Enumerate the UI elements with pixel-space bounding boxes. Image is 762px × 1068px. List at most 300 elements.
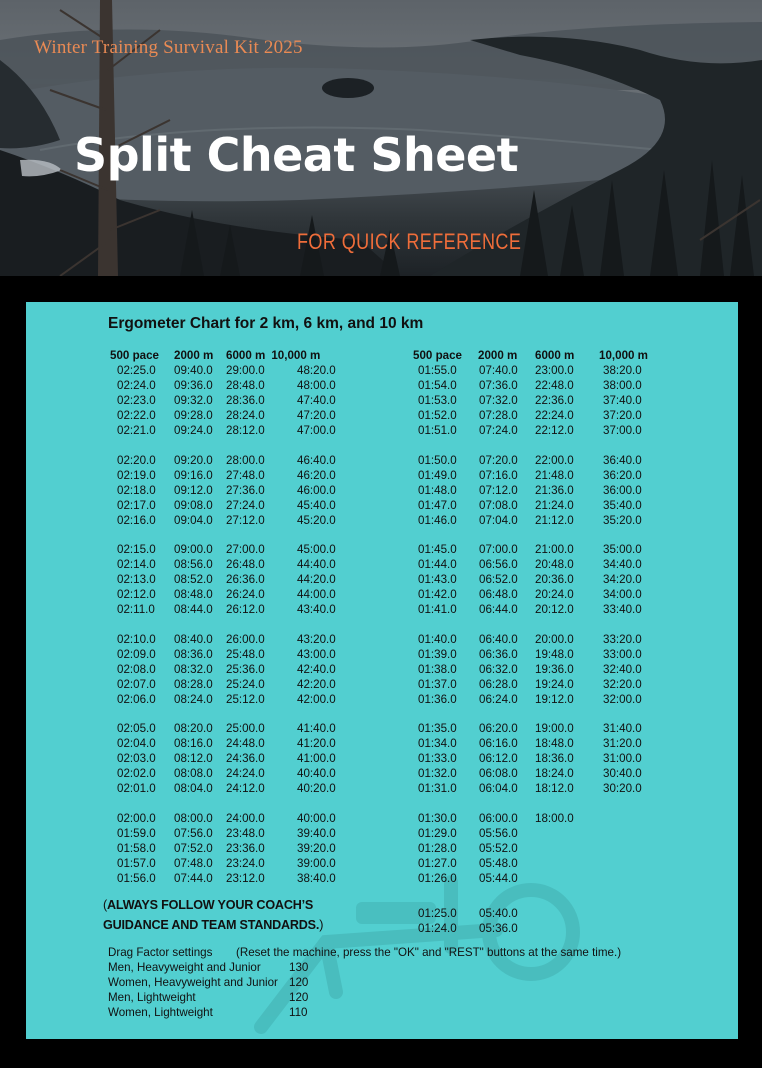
- column-header: 2000 m: [174, 349, 214, 362]
- table-cell: 01:30.0: [418, 811, 457, 825]
- table-cell: 33:40.0: [603, 603, 642, 617]
- table-cell: 23:48.0: [226, 826, 265, 840]
- drag-row-value: 110: [289, 1006, 308, 1019]
- table-cell: 35:00.0: [603, 543, 642, 557]
- table-row: [413, 721, 651, 736]
- column-header: 500 pace: [413, 349, 462, 362]
- table-row: [110, 647, 346, 662]
- table-cell: 01:26.0: [418, 871, 457, 885]
- table-cell: 08:48.0: [174, 588, 213, 602]
- table-cell: 28:00.0: [226, 453, 265, 467]
- table-cell: 28:12.0: [226, 424, 265, 437]
- table-cell: 27:00.0: [226, 543, 265, 557]
- table-cell: 01:58.0: [117, 841, 156, 855]
- table-row: [110, 378, 346, 393]
- drag-row: [108, 990, 621, 1005]
- table-row: [413, 542, 651, 557]
- table-cell: 21:00.0: [535, 543, 574, 557]
- table-cell: 07:40.0: [479, 364, 518, 377]
- table-row: [110, 542, 346, 557]
- table-cell: 18:00.0: [535, 811, 574, 825]
- table-row: [413, 662, 651, 677]
- drag-row-value: 130: [289, 961, 309, 974]
- column-header: 2000 m: [478, 349, 518, 362]
- table-cell: 06:12.0: [479, 752, 518, 766]
- table-cell: 22:48.0: [535, 379, 574, 392]
- drag-row-label: Women, Heavyweight and Junior: [108, 976, 278, 989]
- split-table-left: [110, 348, 346, 886]
- table-cell: 08:44.0: [174, 603, 213, 617]
- table-header: [413, 348, 651, 363]
- table-cell: 27:12.0: [226, 513, 265, 527]
- table-cell: 06:08.0: [479, 767, 518, 781]
- table-cell: 07:56.0: [174, 826, 213, 840]
- table-cell: 01:24.0: [418, 921, 457, 935]
- table-row: [413, 781, 651, 796]
- table-cell: 36:20.0: [603, 468, 642, 482]
- table-cell: 07:52.0: [174, 841, 213, 855]
- table-row: [413, 557, 651, 572]
- table-cell: 26:00.0: [226, 632, 265, 646]
- drag-row: [108, 975, 621, 990]
- drag-row-label: Men, Heavyweight and Junior: [108, 961, 261, 974]
- table-cell: 05:52.0: [479, 841, 518, 855]
- table-row: [413, 921, 651, 936]
- table-cell: 08:56.0: [174, 558, 213, 572]
- table-row: [413, 871, 651, 886]
- table-row: [413, 363, 651, 378]
- table-cell: 02:22.0: [117, 409, 156, 422]
- table-cell: 21:48.0: [535, 468, 574, 482]
- table-cell: 09:08.0: [174, 498, 213, 512]
- table-cell: 24:24.0: [226, 767, 265, 781]
- table-cell: 35:40.0: [603, 498, 642, 512]
- table-cell: 25:36.0: [226, 662, 265, 676]
- table-cell: 26:24.0: [226, 588, 265, 602]
- table-cell: 07:48.0: [174, 856, 213, 870]
- table-row: [413, 856, 651, 871]
- table-cell: 01:57.0: [117, 856, 156, 870]
- note-line-2: GUIDANCE AND TEAM STANDARDS.: [103, 918, 320, 932]
- table-row: [413, 408, 651, 423]
- table-cell: 19:36.0: [535, 662, 574, 676]
- table-cell: 20:12.0: [535, 603, 574, 617]
- table-row: [413, 826, 651, 841]
- table-cell: 07:20.0: [479, 453, 518, 467]
- table-cell: 07:28.0: [479, 409, 518, 422]
- table-cell: 38:20.0: [603, 364, 642, 377]
- table-cell: 01:31.0: [418, 782, 457, 796]
- table-cell: 07:36.0: [479, 379, 518, 392]
- table-row: [110, 766, 346, 781]
- table-cell: 43:00.0: [297, 647, 336, 661]
- table-cell: 09:16.0: [174, 468, 213, 482]
- table-cell: 41:00.0: [297, 752, 336, 766]
- table-cell: 20:00.0: [535, 632, 574, 646]
- table-cell: 31:20.0: [603, 737, 642, 751]
- table-cell: 06:52.0: [479, 573, 518, 587]
- table-cell: 44:00.0: [297, 588, 336, 602]
- table-cell: 01:42.0: [418, 588, 457, 602]
- table-cell: 09:00.0: [174, 543, 213, 557]
- table-cell: 08:12.0: [174, 752, 213, 766]
- table-cell: 08:36.0: [174, 647, 213, 661]
- table-cell: 23:12.0: [226, 871, 265, 885]
- drag-row-label: Women, Lightweight: [108, 1006, 213, 1019]
- table-cell: 46:00.0: [297, 483, 336, 497]
- table-row: [413, 647, 651, 662]
- table-cell: 08:24.0: [174, 692, 213, 706]
- table-header: [110, 348, 346, 363]
- table-cell: 01:46.0: [418, 513, 457, 527]
- table-row: [110, 468, 346, 483]
- erg-chart-panel: [26, 302, 738, 1039]
- table-cell: 31:40.0: [603, 722, 642, 736]
- table-row: [413, 751, 651, 766]
- table-cell: 01:59.0: [117, 826, 156, 840]
- table-cell: 06:16.0: [479, 737, 518, 751]
- table-cell: 19:24.0: [535, 677, 574, 691]
- table-cell: 09:12.0: [174, 483, 213, 497]
- table-cell: 01:25.0: [418, 906, 457, 920]
- table-cell: 18:24.0: [535, 767, 574, 781]
- drag-row: [108, 960, 621, 975]
- table-cell: 09:20.0: [174, 453, 213, 467]
- table-cell: 02:12.0: [117, 588, 156, 602]
- table-row: [413, 572, 651, 587]
- table-cell: 41:20.0: [297, 737, 336, 751]
- table-cell: 09:04.0: [174, 513, 213, 527]
- table-row: [110, 423, 346, 438]
- table-cell: 19:12.0: [535, 692, 574, 706]
- table-row: [110, 408, 346, 423]
- table-cell: 47:40.0: [297, 394, 336, 407]
- table-row: [110, 751, 346, 766]
- table-cell: 01:47.0: [418, 498, 457, 512]
- table-row: [110, 632, 346, 647]
- column-header: 10,000 m: [599, 349, 648, 362]
- table-cell: 41:40.0: [297, 722, 336, 736]
- table-cell: 01:29.0: [418, 826, 457, 840]
- table-row: [110, 513, 346, 528]
- table-cell: 19:00.0: [535, 722, 574, 736]
- note-line-1: ALWAYS FOLLOW YOUR COACH’S: [107, 898, 314, 912]
- table-cell: 43:40.0: [297, 603, 336, 617]
- table-cell: 09:40.0: [174, 364, 213, 377]
- table-cell: 37:00.0: [603, 424, 642, 437]
- table-cell: 20:24.0: [535, 588, 574, 602]
- drag-row-label: Men, Lightweight: [108, 991, 196, 1004]
- table-cell: 26:12.0: [226, 603, 265, 617]
- table-row: [110, 677, 346, 692]
- table-cell: 01:51.0: [418, 424, 457, 437]
- table-cell: 07:12.0: [479, 483, 518, 497]
- hero-banner: [0, 0, 762, 276]
- table-cell: 39:00.0: [297, 856, 336, 870]
- table-cell: 48:20.0: [297, 364, 336, 377]
- table-cell: 23:36.0: [226, 841, 265, 855]
- table-row: [413, 632, 651, 647]
- table-cell: 07:24.0: [479, 424, 518, 437]
- table-cell: 43:20.0: [297, 632, 336, 646]
- table-cell: 01:36.0: [418, 692, 457, 706]
- table-cell: 01:40.0: [418, 632, 457, 646]
- table-row: [110, 498, 346, 513]
- table-cell: 35:20.0: [603, 513, 642, 527]
- table-cell: 28:36.0: [226, 394, 265, 407]
- table-row: [110, 393, 346, 408]
- table-cell: 07:04.0: [479, 513, 518, 527]
- table-cell: 02:09.0: [117, 647, 156, 661]
- table-cell: 01:44.0: [418, 558, 457, 572]
- table-cell: 23:24.0: [226, 856, 265, 870]
- table-cell: 01:50.0: [418, 453, 457, 467]
- table-cell: 27:24.0: [226, 498, 265, 512]
- table-row: [413, 498, 651, 513]
- table-cell: 01:33.0: [418, 752, 457, 766]
- table-row: [413, 393, 651, 408]
- table-cell: 01:45.0: [418, 543, 457, 557]
- table-cell: 02:21.0: [117, 424, 156, 437]
- table-row: [110, 811, 346, 826]
- table-row: [110, 602, 346, 617]
- table-cell: 08:28.0: [174, 677, 213, 691]
- table-cell: 25:24.0: [226, 677, 265, 691]
- table-cell: 27:48.0: [226, 468, 265, 482]
- column-header: 6000 m: [535, 349, 575, 362]
- table-cell: 01:43.0: [418, 573, 457, 587]
- table-cell: 44:40.0: [297, 558, 336, 572]
- table-cell: 07:32.0: [479, 394, 518, 407]
- table-cell: 09:24.0: [174, 424, 213, 437]
- table-row: [110, 662, 346, 677]
- table-cell: 46:40.0: [297, 453, 336, 467]
- table-cell: 02:19.0: [117, 468, 156, 482]
- split-table-right: [413, 348, 651, 936]
- table-row: [413, 423, 651, 438]
- table-cell: 06:44.0: [479, 603, 518, 617]
- table-row: [110, 483, 346, 498]
- table-cell: 02:24.0: [117, 379, 156, 392]
- table-cell: 02:04.0: [117, 737, 156, 751]
- table-cell: 40:00.0: [297, 811, 336, 825]
- table-cell: 19:48.0: [535, 647, 574, 661]
- table-row: [110, 736, 346, 751]
- table-row: [110, 856, 346, 871]
- table-cell: 37:40.0: [603, 394, 642, 407]
- drag-header: [108, 945, 621, 960]
- table-cell: 01:53.0: [418, 394, 457, 407]
- table-cell: 02:03.0: [117, 752, 156, 766]
- column-header: 10,000 m: [271, 349, 321, 362]
- table-cell: 02:17.0: [117, 498, 156, 512]
- table-cell: 25:48.0: [226, 647, 265, 661]
- table-cell: 06:28.0: [479, 677, 518, 691]
- table-row: [110, 871, 346, 886]
- table-cell: 07:08.0: [479, 498, 518, 512]
- table-cell: 20:48.0: [535, 558, 574, 572]
- table-cell: 45:20.0: [297, 513, 336, 527]
- table-cell: 02:16.0: [117, 513, 156, 527]
- page-subtitle: FOR QUICK REFERENCE: [297, 229, 522, 254]
- table-row: [413, 602, 651, 617]
- table-cell: 02:05.0: [117, 722, 156, 736]
- table-row: [413, 378, 651, 393]
- table-row: [413, 692, 651, 707]
- table-cell: 02:01.0: [117, 782, 156, 796]
- table-cell: 38:00.0: [603, 379, 642, 392]
- table-cell: 02:02.0: [117, 767, 156, 781]
- table-cell: 01:28.0: [418, 841, 457, 855]
- table-cell: 06:32.0: [479, 662, 518, 676]
- table-cell: 46:20.0: [297, 468, 336, 482]
- column-header: 6000 m: [226, 349, 266, 362]
- table-cell: 05:36.0: [479, 921, 518, 935]
- drag-title: Drag Factor settings: [108, 946, 213, 959]
- table-cell: 09:32.0: [174, 394, 213, 407]
- table-cell: 36:00.0: [603, 483, 642, 497]
- table-cell: 06:20.0: [479, 722, 518, 736]
- drag-row-value: 120: [289, 991, 309, 1004]
- table-cell: 28:24.0: [226, 409, 265, 422]
- table-cell: 26:48.0: [226, 558, 265, 572]
- table-cell: 09:28.0: [174, 409, 213, 422]
- table-row: [413, 677, 651, 692]
- drag-factor-settings: [108, 945, 621, 1020]
- table-cell: 07:16.0: [479, 468, 518, 482]
- table-cell: 45:40.0: [297, 498, 336, 512]
- table-row: [413, 453, 651, 468]
- table-cell: 06:56.0: [479, 558, 518, 572]
- table-cell: 30:40.0: [603, 767, 642, 781]
- table-cell: 06:48.0: [479, 588, 518, 602]
- table-cell: 24:36.0: [226, 752, 265, 766]
- table-cell: 34:40.0: [603, 558, 642, 572]
- table-row: [110, 841, 346, 856]
- table-cell: 42:20.0: [297, 677, 336, 691]
- table-cell: 02:07.0: [117, 677, 156, 691]
- table-row: [110, 781, 346, 796]
- table-cell: 18:48.0: [535, 737, 574, 751]
- table-cell: 42:40.0: [297, 662, 336, 676]
- table-cell: 02:11.0: [117, 603, 155, 617]
- table-cell: 22:00.0: [535, 453, 574, 467]
- table-cell: 02:15.0: [117, 543, 156, 557]
- table-cell: 28:48.0: [226, 379, 265, 392]
- drag-row: [108, 1005, 621, 1020]
- table-cell: 06:40.0: [479, 632, 518, 646]
- table-cell: 24:12.0: [226, 782, 265, 796]
- table-cell: 40:20.0: [297, 782, 336, 796]
- table-cell: 01:48.0: [418, 483, 457, 497]
- table-cell: 02:20.0: [117, 453, 156, 467]
- table-cell: 05:44.0: [479, 871, 518, 885]
- table-cell: 34:00.0: [603, 588, 642, 602]
- table-cell: 33:00.0: [603, 647, 642, 661]
- table-cell: 21:36.0: [535, 483, 574, 497]
- table-cell: 02:00.0: [117, 811, 156, 825]
- table-cell: 01:56.0: [117, 871, 156, 885]
- table-cell: 08:00.0: [174, 811, 213, 825]
- kit-label: Winter Training Survival Kit 2025: [34, 37, 303, 58]
- table-cell: 02:14.0: [117, 558, 156, 572]
- page-title: Split Cheat Sheet: [74, 128, 519, 182]
- coach-guidance-note: [103, 895, 323, 935]
- table-cell: 02:18.0: [117, 483, 156, 497]
- table-cell: 01:37.0: [418, 677, 457, 691]
- table-cell: 22:36.0: [535, 394, 574, 407]
- table-cell: 32:00.0: [603, 692, 642, 706]
- table-row: [413, 906, 651, 921]
- note-open-paren: (: [103, 898, 107, 912]
- table-cell: 01:55.0: [418, 364, 457, 377]
- table-cell: 31:00.0: [603, 752, 642, 766]
- table-row: [110, 587, 346, 602]
- table-row: [110, 826, 346, 841]
- table-cell: 08:40.0: [174, 632, 213, 646]
- table-row: [413, 468, 651, 483]
- table-cell: 06:36.0: [479, 647, 518, 661]
- table-cell: 01:52.0: [418, 409, 457, 422]
- table-cell: 02:25.0: [117, 364, 156, 377]
- table-cell: 18:36.0: [535, 752, 574, 766]
- table-cell: 01:32.0: [418, 767, 457, 781]
- drag-instruction: (Reset the machine, press the "OK" and "REST" buttons at the same time.): [236, 946, 622, 959]
- table-cell: 22:12.0: [535, 424, 574, 437]
- table-row: [413, 736, 651, 751]
- table-cell: 06:24.0: [479, 692, 518, 706]
- table-cell: 02:23.0: [117, 394, 156, 407]
- table-cell: 45:00.0: [297, 543, 336, 557]
- table-cell: 24:48.0: [226, 737, 265, 751]
- table-row: [413, 587, 651, 602]
- table-row: [413, 513, 651, 528]
- table-cell: 08:20.0: [174, 722, 213, 736]
- table-cell: 18:12.0: [535, 782, 574, 796]
- table-cell: 07:00.0: [479, 543, 518, 557]
- table-row: [413, 766, 651, 781]
- table-row: [110, 692, 346, 707]
- table-cell: 01:54.0: [418, 379, 457, 392]
- table-cell: 33:20.0: [603, 632, 642, 646]
- table-cell: 01:35.0: [418, 722, 457, 736]
- table-cell: 02:08.0: [117, 662, 156, 676]
- table-cell: 42:00.0: [297, 692, 336, 706]
- table-cell: 40:40.0: [297, 767, 336, 781]
- note-close-paren: ): [319, 918, 324, 932]
- table-cell: 06:04.0: [479, 782, 518, 796]
- table-row: [110, 363, 346, 378]
- table-cell: 02:13.0: [117, 573, 156, 587]
- drag-row-value: 120: [289, 976, 309, 989]
- table-cell: 20:36.0: [535, 573, 574, 587]
- table-cell: 09:36.0: [174, 379, 213, 392]
- table-cell: 47:00.0: [297, 424, 336, 437]
- table-cell: 08:32.0: [174, 662, 213, 676]
- table-cell: 08:52.0: [174, 573, 213, 587]
- table-cell: 06:00.0: [479, 811, 518, 825]
- table-row: [110, 721, 346, 736]
- table-row: [110, 557, 346, 572]
- column-header: 500 pace: [110, 349, 159, 362]
- table-cell: 01:41.0: [418, 603, 457, 617]
- table-cell: 27:36.0: [226, 483, 265, 497]
- table-cell: 05:56.0: [479, 826, 518, 840]
- table-cell: 39:20.0: [297, 841, 336, 855]
- table-cell: 44:20.0: [297, 573, 336, 587]
- table-cell: 25:00.0: [226, 722, 265, 736]
- table-cell: 07:44.0: [174, 871, 213, 885]
